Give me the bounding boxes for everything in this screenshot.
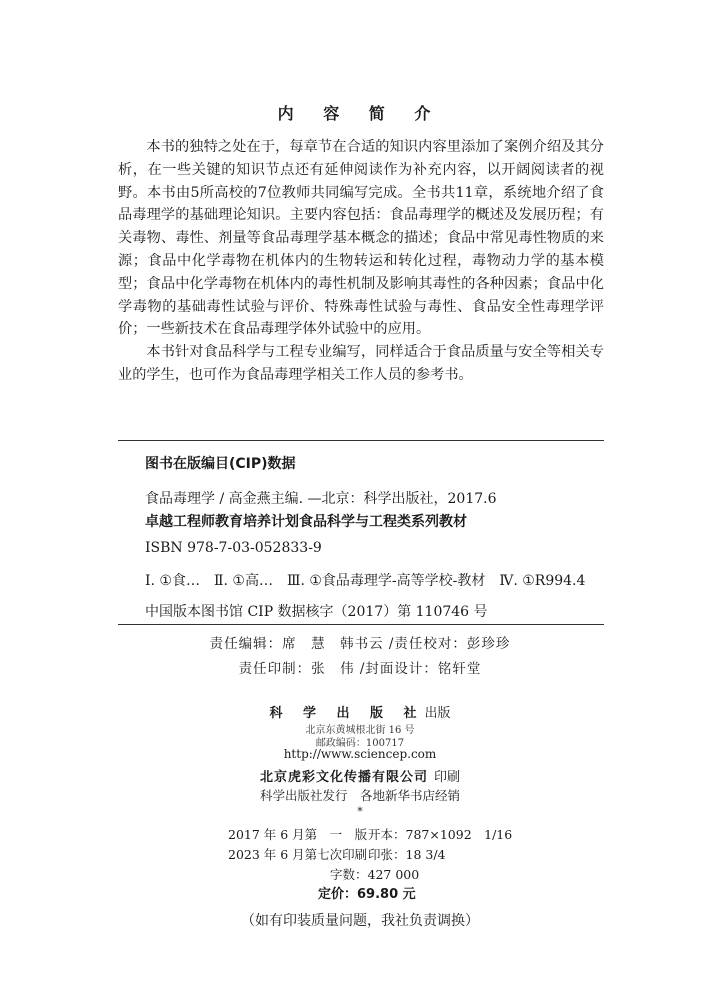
price: 定价：69.80 元 xyxy=(318,887,416,902)
publisher-line xyxy=(0,702,720,721)
publisher-postcode: 邮政编码：100717 xyxy=(315,738,405,749)
cip-bottom-rule xyxy=(118,624,604,625)
cip-series-line: 卓越工程师教育培养计划食品科学与工程类系列教材 xyxy=(145,514,467,530)
word-count: 字数：427 000 xyxy=(330,867,420,882)
synopsis-paragraph-2: 本书针对食品科学与工程专业编写，同样适合于食品质量与安全等相关专业的学生，也可作为食品毒理学相关工作人员的参考书。 xyxy=(118,344,604,383)
synopsis-paragraph-1: 本书的独特之处在于，每章节在合适的知识内容里添加了案例介绍及其分析，在一些关键的知识节点还有延伸阅读作为补充内容，以开阔阅读者的视野。本书由5所高校的7位教师共同编写完成。全书共11章，系统地介绍了食品毒理学的基础理论知识。主要内容包括：食品毒理学的概述及发展历程；有关毒物、毒性、剂量等食品毒理学基本概念的描述；食品中常见毒性物质的来源；食品中化学毒物在机体内的生物转运和转化过程，毒物动力学的基本模型；食品中化学毒物在机体内的毒性机制及影响其毒性的各种因素；食品中化学毒物的基础毒性试验与评价、特殊毒性试验与毒性、食品安全性毒理学评价；一些新技术在食品毒理学体外试验中的应用。 xyxy=(118,139,604,338)
quality-notice: （如有印装质量问题，我社负责调换） xyxy=(241,913,479,929)
cip-heading: 图书在版编目(CIP)数据 xyxy=(145,456,296,472)
printer-name: 北京虎彩文化传播有限公司 xyxy=(259,770,428,785)
production-credits: 责任印制：张 伟 /封面设计：铭轩堂 xyxy=(238,661,482,677)
cip-top-rule xyxy=(118,440,604,441)
page-title: 内 容 简 介 xyxy=(277,104,443,123)
cip-isbn: ISBN 978-7-03-052833-9 xyxy=(145,540,322,556)
printer-suffix: 印刷 xyxy=(434,770,461,785)
publisher-address: 北京东黄城根北街 16 号 xyxy=(305,725,415,736)
publisher-suffix: 出版 xyxy=(424,706,451,721)
sheet-count: 印张：18 3/4 xyxy=(368,847,446,862)
cip-classification: Ⅰ. ①食… Ⅱ. ①高… Ⅲ. ①食品毒理学-高等学校-教材 Ⅳ. ①R994.4 xyxy=(145,573,586,589)
format-size: 开本：787×1092 1/16 xyxy=(368,827,513,842)
separator-star: * xyxy=(357,805,363,818)
editor-credits: 责任编辑：席 慧 韩书云 /责任校对：彭珍珍 xyxy=(209,636,511,652)
printer-line xyxy=(0,766,720,785)
synopsis xyxy=(118,136,604,387)
edition-row xyxy=(228,825,512,843)
cip-bibliographic-line: 食品毒理学 / 高金燕主编. —北京：科学出版社，2017.6 xyxy=(145,491,497,507)
printing-date: 2023 年 6 月第七次印刷 xyxy=(228,847,368,862)
edition-date: 2017 年 6 月第 一 版 xyxy=(228,827,368,842)
printing-row xyxy=(228,845,446,863)
publisher-name: 科 学 出 版 社 xyxy=(269,706,425,721)
cip-record-number: 中国版本图书馆 CIP 数据核字（2017）第 110746 号 xyxy=(145,604,488,620)
distribution-line: 科学出版社发行 各地新华书店经销 xyxy=(259,788,460,803)
publisher-url: http://www.sciencep.com xyxy=(283,747,437,761)
